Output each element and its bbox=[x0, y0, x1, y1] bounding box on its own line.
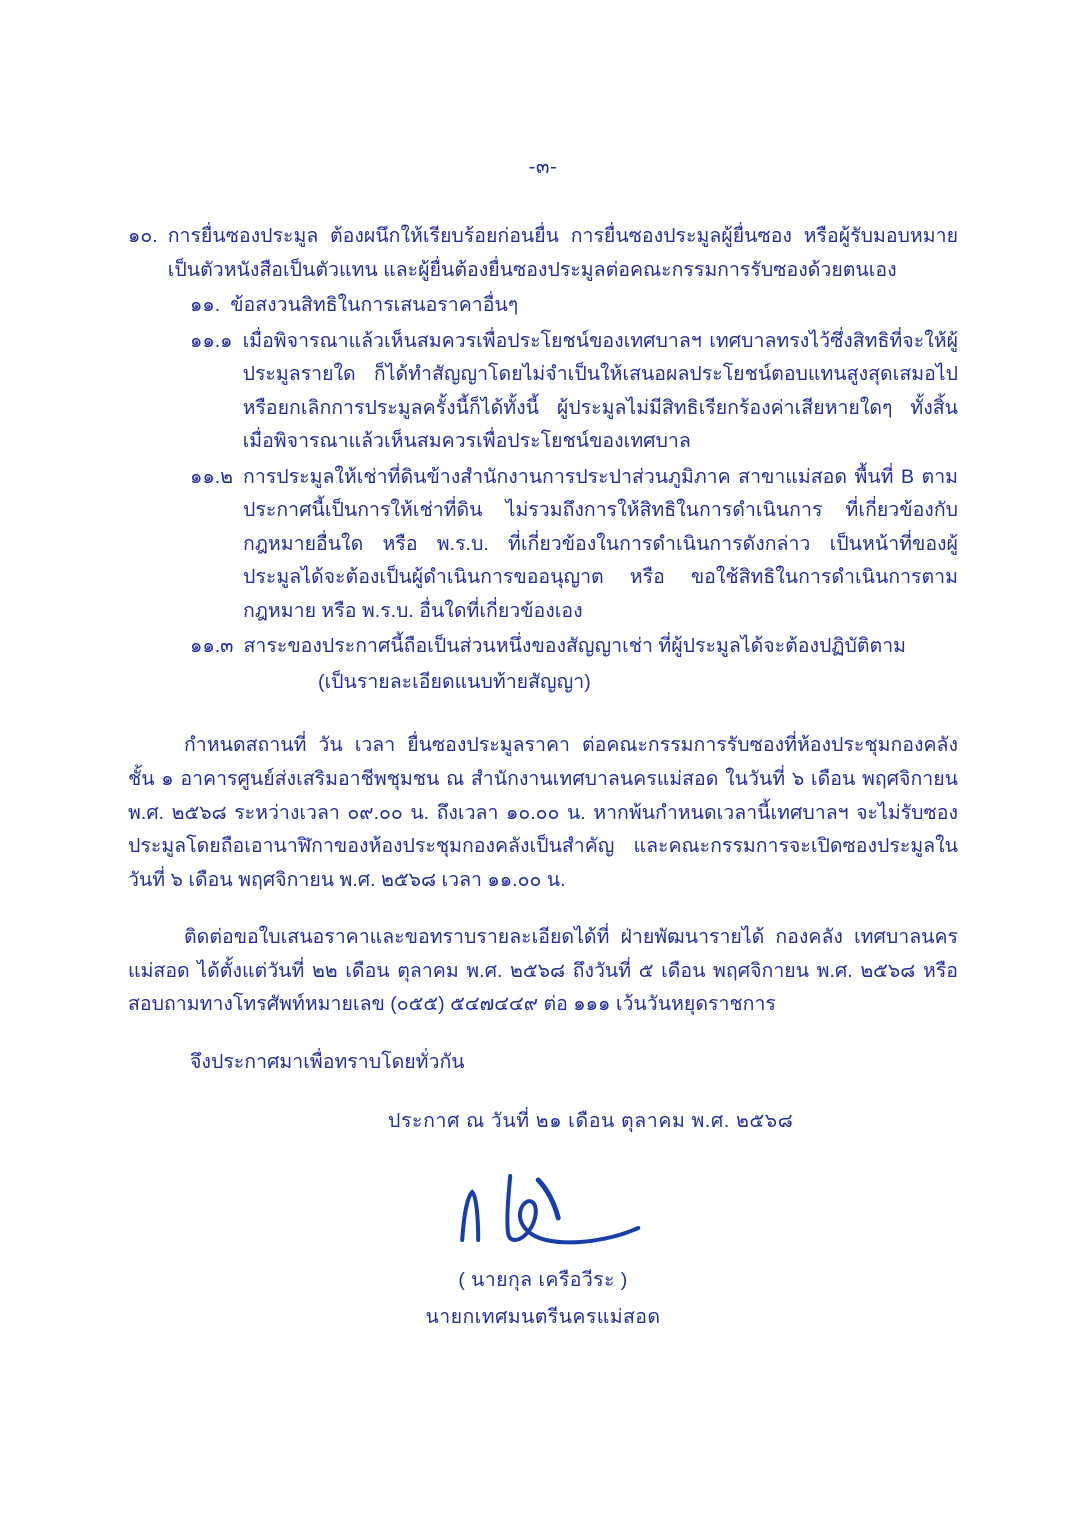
sub-item-text: เมื่อพิจารณาแล้วเห็นสมควรเพื่อประโยชน์ของเทศบาลฯ เทศบาลทรงไว้ซึ่งสิทธิที่จะให้ผู้ประมูลรายใด ก็ได้ทำสัญญาโดยไม่จำเป็นให้เสนอผลประโยชน์ตอบแทนสูงสุดเสมอไปหรือยกเลิกการประมูลครั้งนี้ก็ได้ทั้งนี้ ผู้ประมูลไม่มีสิทธิเรียกร้องค่าเสียหายใดๆ ทั้งสิ้นเมื่อพิจารณาแล้วเห็นสมควรเพื่อประโยชน์ของเทศบาล bbox=[242, 329, 958, 453]
signature-mark bbox=[442, 1162, 682, 1262]
document-body bbox=[128, 150, 958, 1332]
sub-item-number: ๑๑.๒ bbox=[190, 465, 234, 488]
paragraph-submission-details: กำหนดสถานที่ วัน เวลา ยื่นซองประมูลราคา ต่อคณะกรรมการรับซองที่ห้องประชุมกองคลัง ชั้น ๑ อาคารศูนย์ส่งเสริมอาชีพชุมชน ณ สำนักงานเทศบาลนครแม่สอด ในวันที่ ๖ เดือน พฤศจิกายน พ.ศ. ๒๕๖๘ ระหว่างเวลา ๐๙.๐๐ น. ถึงเวลา ๑๐.๐๐ น. หากพ้นกำหนดเวลานี้เทศบาลฯ จะไม่รับซองประมูลโดยถือเอานาฬิกาของห้องประชุมกองคลังเป็นสำคัญ และคณะกรรมการจะเปิดซองประมูลในวันที่ ๖ เดือน พฤศจิกายน พ.ศ. ๒๕๖๘ เวลา ๑๑.๐๐ น. bbox=[128, 734, 958, 891]
page-number: -๓- bbox=[528, 156, 558, 178]
section-number: ๑๑. bbox=[190, 294, 221, 317]
section-text: ข้อสงวนสิทธิในการเสนอราคาอื่นๆ bbox=[230, 294, 519, 317]
sub-item-text: สาระของประกาศนี้ถือเป็นส่วนหนึ่งของสัญญาเช่า ที่ผู้ประมูลได้จะต้องปฏิบัติตาม bbox=[243, 635, 907, 658]
sub-item bbox=[190, 630, 958, 664]
sub-item bbox=[190, 325, 958, 459]
signature-title: นายกเทศมนตรีนครแม่สอด bbox=[425, 1306, 661, 1329]
sub-item bbox=[190, 461, 958, 629]
sub-item-number: ๑๑.๑ bbox=[190, 329, 233, 352]
signature-area bbox=[128, 1154, 958, 1264]
section-item bbox=[190, 289, 958, 323]
announcement-date: ประกาศ ณ วันที่ ๒๑ เดือน ตุลาคม พ.ศ. ๒๕๖๘ bbox=[388, 1110, 794, 1133]
closing-line: จึงประกาศมาเพื่อทราบโดยทั่วกัน bbox=[190, 1050, 465, 1073]
sub-item-number: ๑๑.๓ bbox=[190, 635, 234, 658]
section-number: ๑๐. bbox=[128, 225, 158, 247]
section-text: การยื่นซองประมูล ต้องผนึกให้เรียบร้อยก่อนยื่น การยื่นซองประมูลผู้ยื่นซอง หรือผู้รับมอบหมายเป็นตัวหนังสือเป็นตัวแทน และผู้ยื่นต้องยื่นซองประมูลต่อคณะกรรมการรับซองด้วยตนเอง bbox=[167, 225, 958, 281]
section-item bbox=[128, 220, 958, 287]
signature-name: ( นายกุล เครือวีระ ) bbox=[458, 1269, 628, 1292]
paragraph-contact-details: ติดต่อขอใบเสนอราคาและขอทราบรายละเอียดได้ที่ ฝ่ายพัฒนารายได้ กองคลัง เทศบาลนครแม่สอด ได้ตั้งแต่วันที่ ๒๒ เดือน ตุลาคม พ.ศ. ๒๕๖๘ ถึงวันที่ ๕ เดือน พฤศจิกายน พ.ศ. ๒๕๖๘ หรือสอบถามทางโทรศัพท์หมายเลข (๐๕๕) ๕๔๗๔๔๙ ต่อ ๑๑๑ เว้นวันหยุดราชการ bbox=[128, 926, 958, 1016]
sub-item-note: (เป็นรายละเอียดแนบท้ายสัญญา) bbox=[318, 670, 591, 693]
sub-item-text: การประมูลให้เช่าที่ดินข้างสำนักงานการประปาส่วนภูมิภาค สาขาแม่สอด พื้นที่ B ตามประกาศนี้เป็นการให้เช่าที่ดิน ไม่รวมถึงการให้สิทธิในการดำเนินการ ที่เกี่ยวข้องกับกฎหมายอื่นใด หรือ พ.ร.บ. ที่เกี่ยวข้องในการดำเนินการดังกล่าว เป็นหน้าที่ของผู้ประมูลได้จะต้องเป็นผู้ดำเนินการขออนุญาต หรือ ขอใช้สิทธิในการดำเนินการตามกฎหมาย หรือ พ.ร.บ. อื่นใดที่เกี่ยวข้องเอง bbox=[243, 465, 958, 622]
